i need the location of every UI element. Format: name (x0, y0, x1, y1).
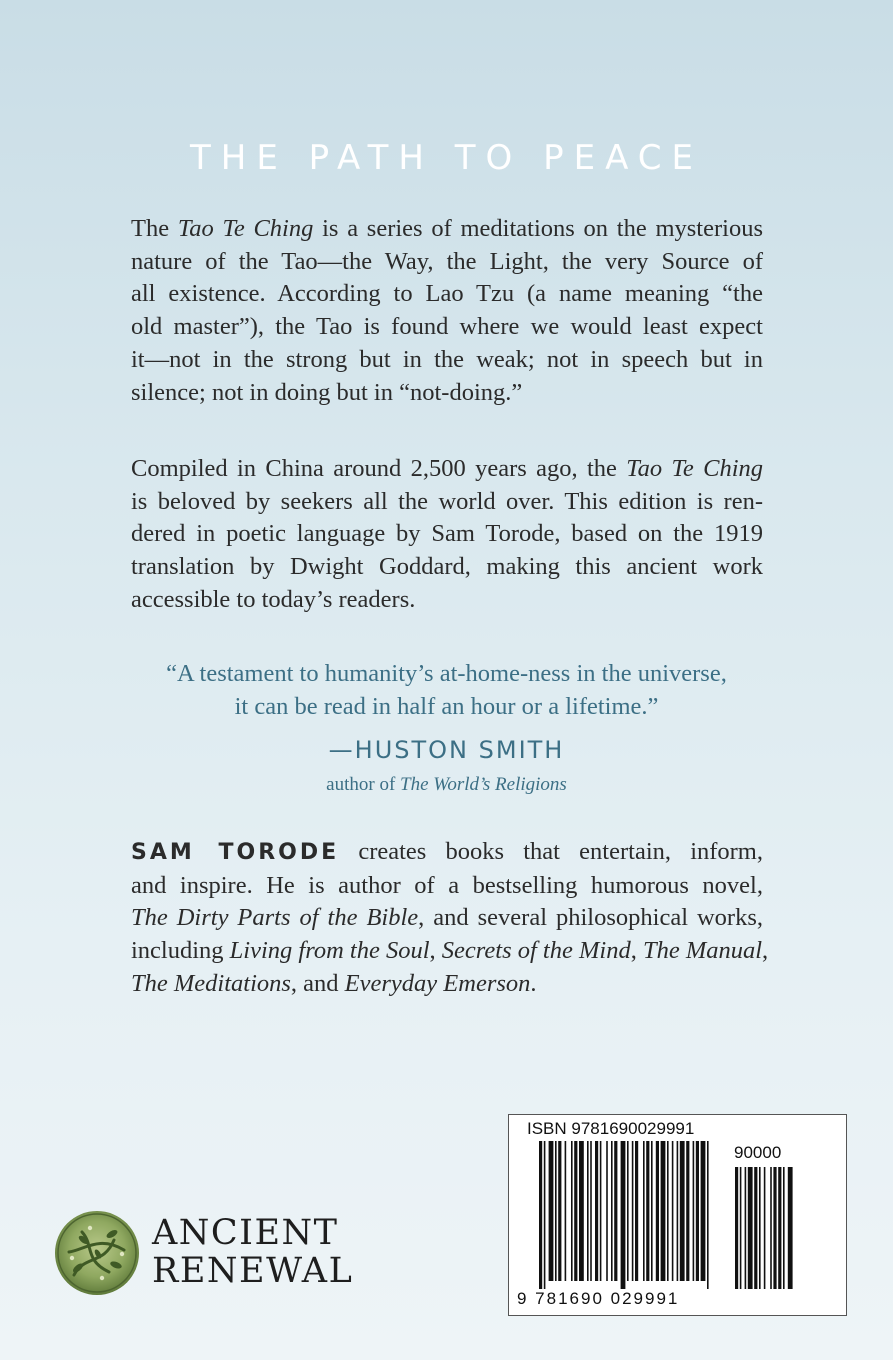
isbn-label: ISBN 9781690029991 (527, 1119, 695, 1138)
barcode-bar (667, 1141, 669, 1281)
italic-title: Living from the Soul (229, 937, 430, 965)
barcode-bar (606, 1141, 608, 1281)
barcode-bar (661, 1141, 666, 1281)
text-line: all existence. According to Lao Tzu (a name meaning “the (131, 280, 763, 308)
endorsement-quote (0, 657, 893, 723)
addon-barcode-bar (778, 1167, 781, 1289)
barcode-bar (672, 1141, 674, 1281)
publisher-name-line-2: RENEWAL (152, 1251, 354, 1291)
publisher-logo (54, 1210, 354, 1300)
barcode-bar (539, 1141, 542, 1289)
publisher-name-line-1: ANCIENT (152, 1213, 339, 1253)
barcode-bar (558, 1141, 561, 1281)
attribution-book-title: The World’s Religions (400, 774, 567, 795)
barcode-bar (595, 1141, 598, 1281)
barcode-bar (643, 1141, 645, 1281)
barcode-bar (590, 1141, 592, 1281)
italic-title: The Manual (642, 937, 763, 965)
barcode-bar (600, 1141, 602, 1281)
isbn-barcode (508, 1114, 847, 1316)
ean-digits: 9 781690 029991 (517, 1289, 680, 1308)
addon-barcode-bar (754, 1167, 757, 1289)
barcode-bar (627, 1141, 629, 1281)
text-line: and inspire. He is author of a bestselling humorous novel, (131, 871, 763, 899)
addon-barcode-bar (740, 1167, 742, 1289)
barcode-bar (574, 1141, 577, 1281)
italic-title: Tao Te Ching (626, 455, 764, 482)
barcode-bar (632, 1141, 634, 1281)
attribution-credit (0, 774, 893, 796)
barcode-bar (696, 1141, 699, 1281)
text-line: it—not in the strong but in the weak; not in speech but in (131, 345, 763, 373)
barcode-bar (651, 1141, 653, 1281)
quote-line-2: it can be read in half an hour or a lifetime.” (234, 693, 659, 720)
addon-barcode-bar (783, 1167, 785, 1289)
publisher-name (152, 1214, 353, 1290)
barcode-bars (509, 1115, 848, 1317)
barcode-bar (611, 1141, 613, 1281)
addon-barcode-bar (745, 1167, 747, 1289)
addon-barcode-bar (770, 1167, 772, 1289)
text-line: The Dirty Parts of the Bible, and several philosophical works, (131, 904, 763, 932)
barcode-bar (693, 1141, 695, 1281)
text-line: dered in poetic language by Sam Torode, based on the 1919 (131, 520, 763, 548)
quote-line-1: “A testament to humanity’s at-home-ness in the universe, (166, 660, 727, 687)
addon-barcode-bar (788, 1167, 793, 1289)
italic-title: The Meditations (131, 969, 291, 997)
author-name: SAM TORODE (131, 840, 340, 865)
text-line: silence; not in doing but in “not-doing.” (131, 378, 523, 406)
text-line: Compiled in China around 2,500 years ago, the Tao Te Ching (131, 455, 764, 482)
vine-medallion-icon (54, 1210, 140, 1296)
text-line: The Tao Te Ching is a series of meditations on the mysterious (131, 215, 763, 242)
addon-barcode-bar (764, 1167, 766, 1289)
barcode-bar (677, 1141, 679, 1281)
barcode-bar (635, 1141, 638, 1281)
text-line: The Meditations, and Everyday Emerson. (131, 969, 537, 997)
text-line: translation by Dwight Goddard, making this ancient work (131, 553, 763, 581)
addon-barcode-bar (735, 1167, 738, 1289)
barcode-bar (544, 1141, 546, 1289)
text-line: including Living from the Soul, Secrets of the Mind, The Manual, (131, 937, 769, 965)
barcode-bar (579, 1141, 584, 1281)
attribution-prefix: author of (326, 774, 401, 795)
barcode-bar (614, 1141, 617, 1281)
text-line: nature of the Tao—the Way, the Light, the very Source of (131, 247, 763, 275)
text-line: is beloved by seekers all the world over. This edition is ren- (131, 487, 763, 515)
barcode-bar (571, 1141, 573, 1281)
barcode-bar (707, 1141, 709, 1289)
barcode-bar (565, 1141, 567, 1281)
barcode-bar (587, 1141, 589, 1281)
price-code: 90000 (734, 1143, 782, 1162)
barcode-bar (656, 1141, 659, 1281)
barcode-bar (646, 1141, 649, 1281)
barcode-bar (555, 1141, 557, 1281)
barcode-bar (680, 1141, 685, 1281)
italic-title: Everyday Emerson (344, 969, 531, 997)
barcode-bar (549, 1141, 554, 1281)
cover-heading: THE PATH TO PEACE (190, 138, 703, 178)
author-bio-paragraph (131, 836, 769, 1001)
history-paragraph (131, 453, 763, 617)
quote-attribution: —HUSTON SMITH (328, 736, 565, 764)
addon-barcode-bar (773, 1167, 776, 1289)
barcode-bar (621, 1141, 626, 1289)
barcode-bar (686, 1141, 689, 1281)
intro-paragraph (131, 213, 763, 409)
addon-barcode-bar (748, 1167, 753, 1289)
addon-barcode-bar (759, 1167, 761, 1289)
italic-title: Tao Te Ching (177, 215, 314, 242)
text-line: old master”), the Tao is found where we would least expect (131, 313, 763, 341)
italic-title: Secrets of the Mind (441, 937, 631, 965)
italic-title: The Dirty Parts of the Bible (131, 904, 419, 932)
barcode-bar (701, 1141, 706, 1281)
text-line: SAM TORODE creates books that entertain, inform, (131, 838, 763, 865)
text-line: accessible to today’s readers. (131, 585, 416, 613)
